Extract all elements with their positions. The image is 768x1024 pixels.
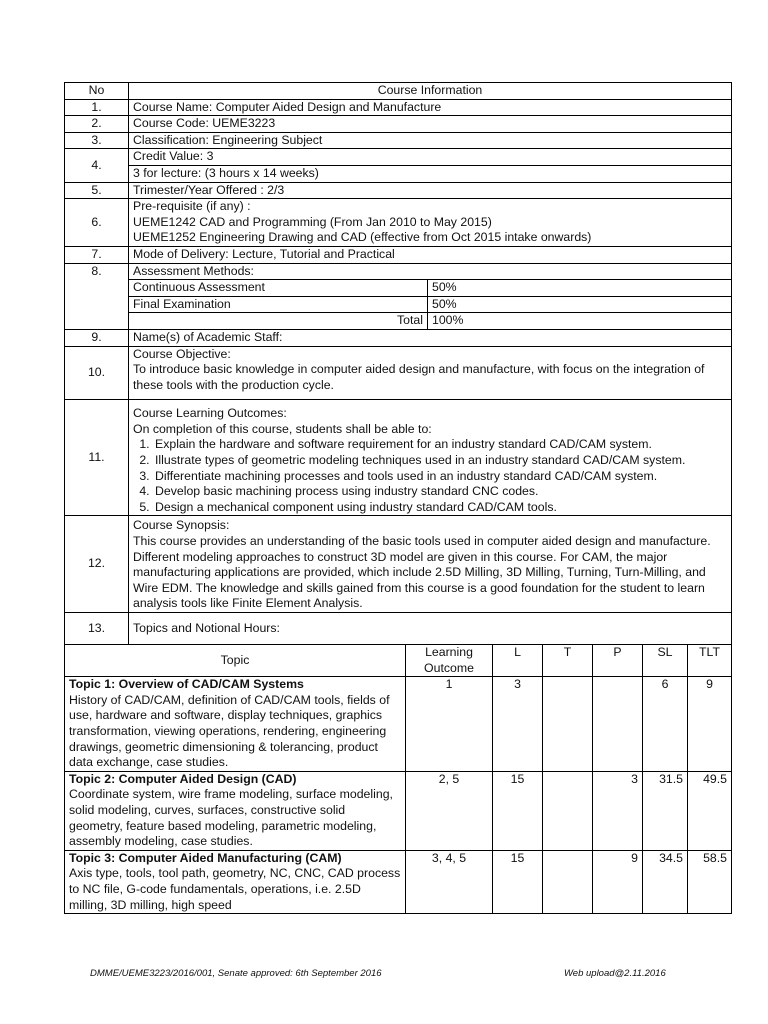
clo-title: Course Learning Outcomes:	[133, 406, 287, 421]
clo-intro: On completion of this course, students shall be able to:	[133, 421, 432, 436]
classification: Classification: Engineering Subject	[129, 132, 732, 149]
clo-item: 5. Design a mechanical component using industry standard CAD/CAM tools.	[153, 500, 727, 516]
objective-body: To introduce basic knowledge in computer aided design and manufacture, with focus on the integration of these tools with the production cycle.	[133, 362, 705, 392]
assessment-row	[129, 297, 731, 314]
assessment-fe-value: 50%	[432, 296, 457, 311]
topic-t	[543, 850, 593, 913]
course-code: Course Code: UEME3223	[129, 116, 732, 133]
objective-title: Course Objective:	[133, 346, 231, 361]
topic-title: Topic 1: Overview of CAD/CAM Systems	[69, 677, 304, 692]
topic-row	[65, 677, 732, 772]
table-row	[65, 99, 732, 116]
footer-upload-date: Web upload@2.11.2016	[564, 968, 666, 979]
table-row	[65, 132, 732, 149]
table-row	[65, 329, 732, 346]
topics-header-row	[65, 645, 732, 677]
table-row	[65, 613, 732, 645]
topic-body: Coordinate system, wire frame modeling, surface modeling, solid modeling, curves, surfaces, constructive solid geometry, feature based modeling, parametric modeling, assembly modeling, case studies.	[69, 787, 393, 849]
row-number: 6.	[65, 199, 129, 247]
course-info-document	[64, 82, 731, 914]
table-row	[65, 246, 732, 263]
topic-lo: 1	[406, 677, 493, 772]
table-row	[65, 516, 732, 613]
th-topic: Topic	[65, 645, 406, 677]
course-info-table	[64, 82, 732, 645]
row-number: 10.	[65, 346, 129, 400]
table-row	[65, 199, 732, 247]
table-row	[65, 149, 732, 182]
topic-l: 15	[493, 771, 543, 850]
assessment-total-row	[129, 313, 731, 329]
clo-item: 3. Differentiate machining processes and tools used in an industry standard CAD/CAM system.	[153, 469, 727, 485]
page-footer	[90, 968, 690, 979]
mode-of-delivery: Mode of Delivery: Lecture, Tutorial and Practical	[129, 246, 732, 263]
topic-tlt: 58.5	[688, 850, 732, 913]
th-tlt: TLT	[688, 645, 732, 677]
row-number: 9.	[65, 329, 129, 346]
row-number: 5.	[65, 182, 129, 199]
topic-p	[593, 677, 643, 772]
row-number: 4.	[65, 149, 129, 182]
th-p: P	[593, 645, 643, 677]
academic-staff: Name(s) of Academic Staff:	[129, 329, 732, 346]
topic-lo: 3, 4, 5	[406, 850, 493, 913]
footer-document-ref: DMME/UEME3223/2016/001, Senate approved: 6th September 2016	[90, 968, 382, 979]
table-row	[65, 263, 732, 329]
row-number: 7.	[65, 246, 129, 263]
topic-tlt: 49.5	[688, 771, 732, 850]
topic-body: History of CAD/CAM, definition of CAD/CAM tools, fields of use, hardware and software, display techniques, graphics transformation, viewing operations, rendering, engineering drawings, geometric dimensioning & tolerancing, product data exchange, case studies.	[69, 692, 390, 770]
prerequisite-title: Pre-requisite (if any) :	[133, 199, 251, 214]
prerequisite-2: UEME1252 Engineering Drawing and CAD (effective from Oct 2015 intake onwards)	[133, 230, 592, 245]
topic-sl: 6	[643, 677, 688, 772]
topic-sl: 34.5	[643, 850, 688, 913]
table-row	[65, 400, 732, 516]
assessment-ca-label: Continuous Assessment	[129, 280, 428, 296]
row-number: 2.	[65, 116, 129, 133]
trimester-offered: Trimester/Year Offered : 2/3	[129, 182, 732, 199]
clo-list	[133, 437, 727, 515]
topic-l: 15	[493, 850, 543, 913]
topic-title: Topic 2: Computer Aided Design (CAD)	[69, 771, 297, 786]
prerequisite-1: UEME1242 CAD and Programming (From Jan 2010 to May 2015)	[133, 214, 492, 229]
th-t: T	[543, 645, 593, 677]
topic-p: 3	[593, 771, 643, 850]
credit-breakdown: 3 for lecture: (3 hours x 14 weeks)	[133, 165, 319, 180]
row-number: 3.	[65, 132, 129, 149]
topic-sl: 31.5	[643, 771, 688, 850]
topics-title: Topics and Notional Hours:	[129, 613, 732, 645]
header-info: Course Information	[129, 83, 732, 100]
table-row	[65, 182, 732, 199]
assessment-title: Assessment Methods:	[129, 264, 731, 281]
clo-item: 1. Explain the hardware and software requirement for an industry standard CAD/CAM system.	[153, 437, 727, 453]
th-sl: SL	[643, 645, 688, 677]
row-number: 8.	[65, 263, 129, 329]
header-no: No	[65, 83, 129, 100]
topic-p: 9	[593, 850, 643, 913]
table-row	[65, 116, 732, 133]
topic-l: 3	[493, 677, 543, 772]
topic-t	[543, 771, 593, 850]
course-name: Course Name: Computer Aided Design and Manufacture	[129, 99, 732, 116]
topic-row	[65, 850, 732, 913]
topics-table	[64, 645, 732, 914]
assessment-total-label: Total	[129, 313, 428, 329]
topic-tlt: 9	[688, 677, 732, 772]
topic-title: Topic 3: Computer Aided Manufacturing (CAM)	[69, 850, 342, 865]
synopsis-body: This course provides an understanding of the basic tools used in computer aided design and manufacture. Different modeling approaches to construct 3D model are given in this course. For CAM, the major manufacturing applications are provided, which include 2.5D Milling, 3D Milling, Turning, Turn-Milling, and Wire EDM. The knowledge and skills gained from this course is a good foundation for the student to learn analysis tools like Finite Element Analysis.	[133, 534, 711, 611]
row-number: 1.	[65, 99, 129, 116]
table-row	[65, 346, 732, 400]
th-learning-outcome: Learning Outcome	[406, 645, 493, 677]
row-number: 11.	[65, 400, 129, 516]
row-number: 13.	[65, 613, 129, 645]
topic-t	[543, 677, 593, 772]
row-number: 12.	[65, 516, 129, 613]
clo-item: 2. Illustrate types of geometric modeling techniques used in an industry standard CAD/CAM system.	[153, 453, 727, 469]
topic-body: Axis type, tools, tool path, geometry, NC, CNC, CAD process to NC file, G-code fundamentals, operations, i.e. 2.5D milling, 3D milling, high speed	[69, 866, 401, 912]
assessment-row	[129, 280, 731, 297]
assessment-fe-label: Final Examination	[129, 297, 428, 313]
clo-item: 4. Develop basic machining process using industry standard CNC codes.	[153, 484, 727, 500]
assessment-total-value: 100%	[432, 313, 464, 328]
topic-row	[65, 771, 732, 850]
credit-value: Credit Value: 3	[129, 149, 731, 166]
topic-lo: 2, 5	[406, 771, 493, 850]
table-header-row	[65, 83, 732, 100]
assessment-ca-value: 50%	[432, 280, 457, 295]
th-l: L	[493, 645, 543, 677]
synopsis-title: Course Synopsis:	[133, 518, 230, 533]
